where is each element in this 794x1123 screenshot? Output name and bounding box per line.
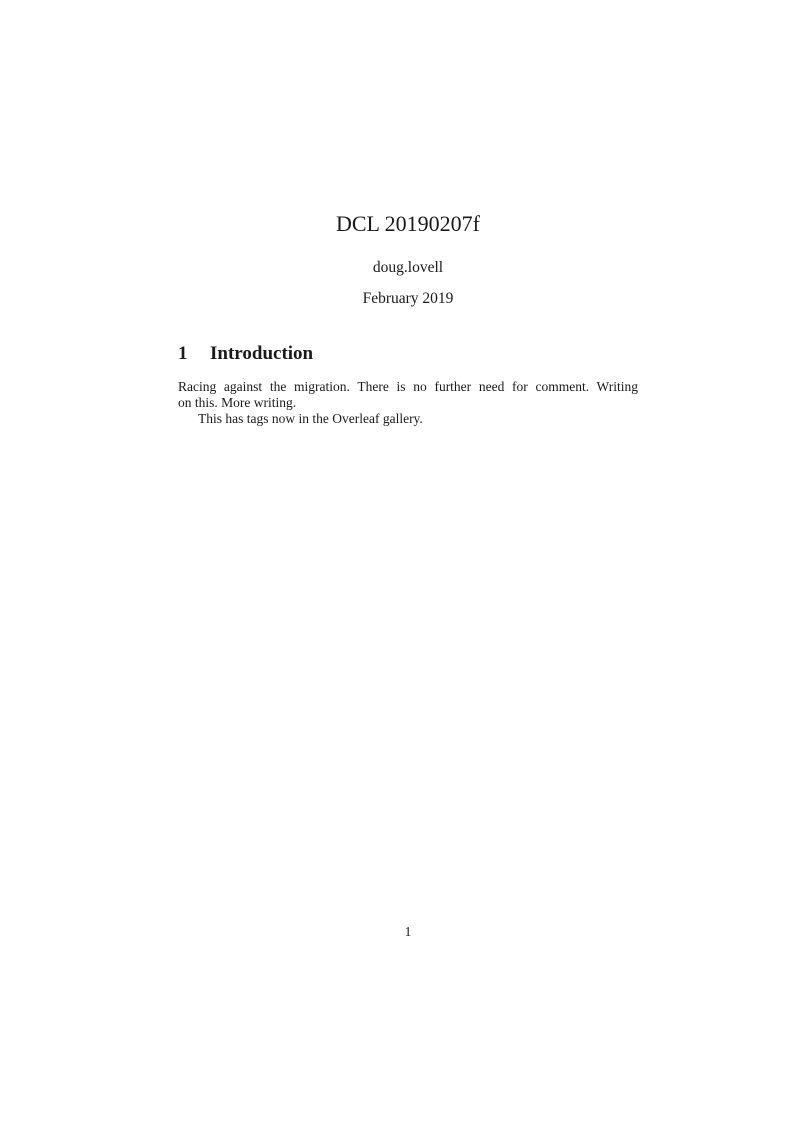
document-author: doug.lovell bbox=[372, 259, 444, 276]
document-title: DCL 20190207f bbox=[335, 211, 480, 236]
section-number: 1 bbox=[178, 343, 188, 364]
section-title: Introduction bbox=[210, 343, 314, 364]
document-date: February 2019 bbox=[362, 290, 454, 307]
paragraph-2: This has tags now in the Overleaf gallery. bbox=[198, 411, 423, 426]
paragraph-1-line-2: on this. More writing. bbox=[178, 395, 297, 410]
paragraph-1-line-1: Racing against the migration. There is no further need for comment. Writing bbox=[178, 379, 638, 394]
page-number: 1 bbox=[404, 924, 412, 939]
section-heading bbox=[178, 343, 638, 365]
body-text bbox=[178, 379, 638, 427]
